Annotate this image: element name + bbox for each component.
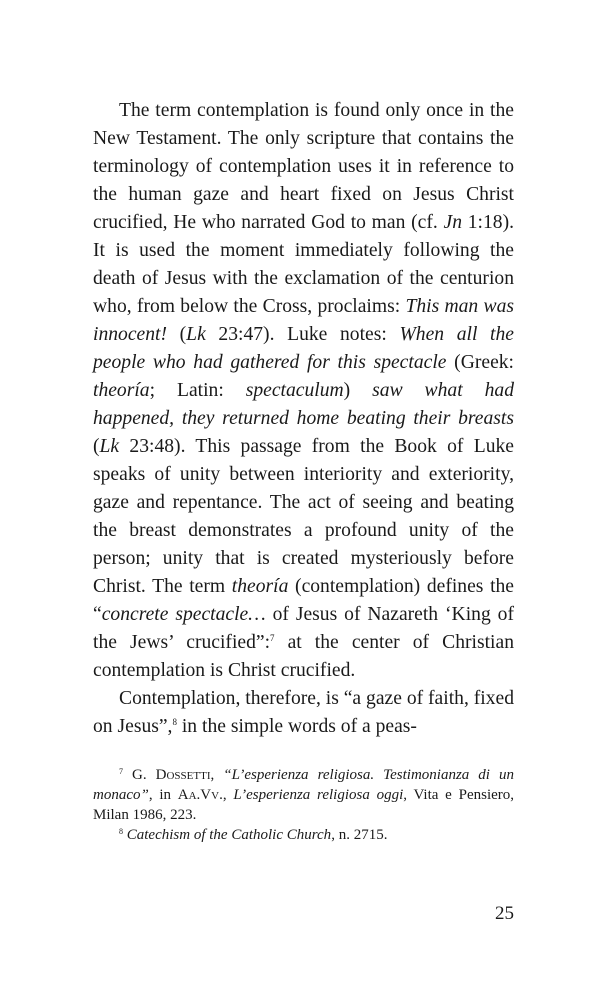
paragraph-2	[93, 685, 514, 741]
text-run: (	[167, 324, 187, 345]
footnote-publication: , Vita e Pensiero, Milan 1986, 223.	[93, 787, 515, 823]
footnote-8	[93, 825, 514, 845]
text-run: ,	[222, 787, 234, 803]
text-run: in the simple words of a peas-	[176, 716, 417, 737]
quote-concrete-spectacle: concrete spectacle…	[101, 604, 266, 625]
text-run: (	[93, 436, 100, 457]
footnote-editor: Aa.Vv.	[177, 787, 223, 803]
text-run: at the center of Christian contemplation is Christ crucified.	[93, 632, 514, 681]
footnotes	[93, 765, 514, 845]
quote-luke-2: saw what had happened, they returned home beating their breasts	[93, 380, 514, 429]
text-run: 1:18). It is used the moment immediately following the death of Jesus with the exclamation of the centurion who, from below the Cross, proclaims:	[93, 212, 515, 317]
text-run: )	[343, 380, 373, 401]
text-run: Contemplation, therefore, is “a gaze of faith, fixed on Jesus”,	[93, 688, 514, 737]
footnote-author-initial: G.	[132, 767, 156, 783]
page-number: 25	[495, 903, 514, 924]
book-abbrev-jn: Jn	[443, 212, 463, 233]
footnote-ref-7[interactable]: 7	[270, 633, 275, 643]
footnote-ref-8[interactable]: 8	[172, 717, 177, 727]
text-run: ,	[210, 767, 224, 783]
quote-luke-1: When all the people who had gathered for this spectacle	[93, 324, 514, 373]
footnote-book-title: L’esperienza religiosa oggi	[233, 787, 404, 803]
footnote-title: Catechism of the Catholic Church	[126, 827, 332, 843]
text-run: The term contemplation is found only once in the New Testament. The only scripture that contains the terminology of contemplation uses it in reference to the human gaze and heart fixed on Jesus Christ crucified, He who narrated God to man (cf.	[93, 100, 514, 233]
quote-centurion: This man was innocent!	[93, 296, 514, 345]
book-abbrev-lk: Lk	[186, 324, 206, 345]
text-run: of Jesus of Nazareth ‘King of the Jews’ crucified”:	[93, 604, 514, 653]
text-run: ; Latin:	[149, 380, 246, 401]
term-theoria: theoría	[93, 380, 150, 401]
footnote-7	[93, 765, 514, 825]
text-run: 23:48). This passage from the Book of Luke speaks of unity between interiority and exteriority, gaze and repentance. The act of seeing and beating the breast demonstrates a profound unity of the person; unity that is created mysteriously before Christ. The term	[93, 436, 514, 597]
footnote-title: “L’esperienza religiosa. Testimonianza di un monaco”	[93, 767, 515, 803]
text-run: (contemplation) defines the “	[93, 576, 515, 625]
footnote-mark: 7	[119, 767, 123, 776]
page-content	[93, 97, 514, 845]
footnote-publication: , n. 2715.	[331, 827, 388, 843]
book-abbrev-lk: Lk	[99, 436, 120, 457]
term-spectaculum: spectaculum	[245, 380, 344, 401]
body-text	[93, 97, 514, 741]
text-run: 23:47). Luke notes:	[205, 324, 400, 345]
paragraph-1	[93, 97, 514, 685]
footnote-author: Dossetti	[155, 767, 211, 783]
footnote-mark: 8	[119, 827, 123, 836]
term-theoria: theoría	[231, 576, 289, 597]
text-run: , in	[148, 787, 178, 803]
text-run: (Greek:	[446, 352, 514, 373]
